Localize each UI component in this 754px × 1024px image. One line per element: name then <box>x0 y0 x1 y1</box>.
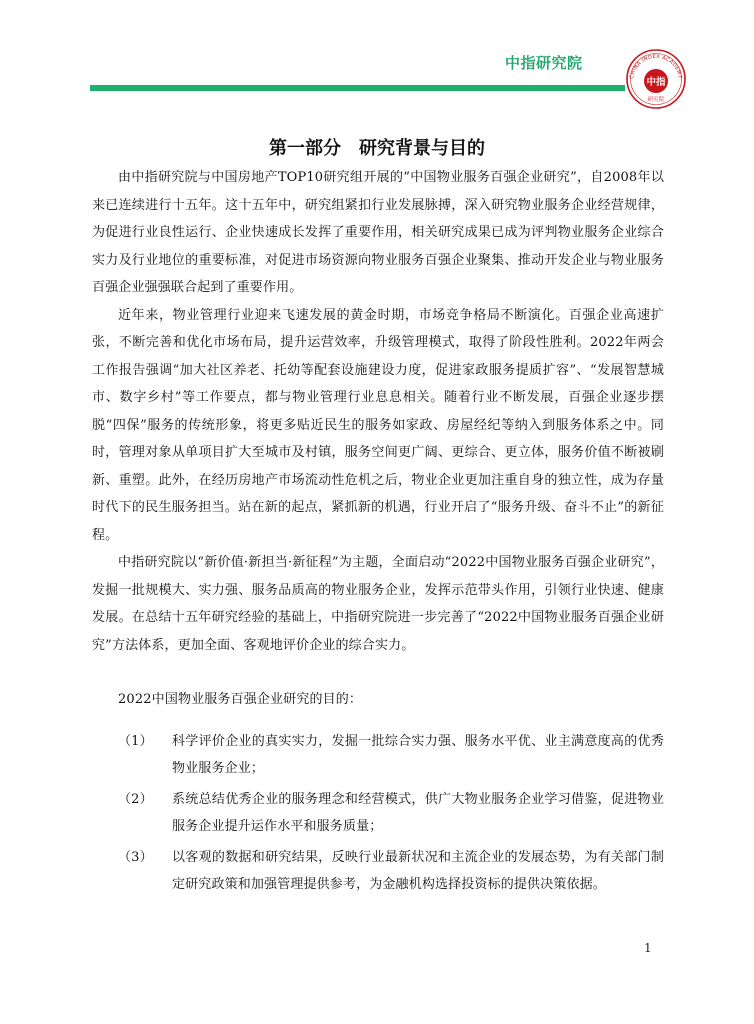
header-brand-name: 中指研究院 <box>505 54 583 72</box>
purpose-lead: 2022中国物业服务百强企业研究的目的： <box>118 692 363 707</box>
header-divider <box>90 85 625 91</box>
seal-center-text: 中指 <box>646 77 666 88</box>
list-item-number: （3） <box>118 849 153 865</box>
seal-bottom-text: 研究院 <box>647 97 665 103</box>
list-item <box>92 844 664 899</box>
list-item-text: 系统总结优秀企业的服务理念和经营模式，供广大物业服务企业学习借鉴，促进物业服务企业提升运作水平和服务质量； <box>172 791 664 834</box>
seal-ring-text: CHINA INDEX ACADEMY <box>629 53 683 80</box>
section-title: 第一部分 研究背景与目的 <box>269 138 485 159</box>
paragraph-industry-trends: 近年来，物业管理行业迎来飞速发展的黄金时期，市场竞争格局不断演化。百强企业高速扩张，不断完善和优化市场布局，提升运营效率，升级管理模式，取得了阶段性胜利。2022年两会工作报告强调“加大社区养老、托幼等配套设施建设力度，促进家政服务提质扩容”、“发展智慧城市、数字乡村”等工作要点，都与物业管理行业息息相关。随着行业不断发展，百强企业逐步摆脱“四保”服务的传统形象，将更多贴近民生的服务如家政、房屋经纪等纳入到服务体系之中。同时，管理对象从单项目扩大至城市及村镇，服务空间更广阔、更综合、更立体，服务价值不断被刷新、重塑。此外，在经历房地产市场流动性危机之后，物业企业更加注重自身的独立性，成为存量时代下的民生服务担当。站在新的起点，紧抓新的机遇，行业开启了“服务升级、奋斗不止”的新征程。 <box>92 307 664 543</box>
list-item <box>92 728 664 783</box>
page-number: 1 <box>644 941 652 955</box>
paragraph-background: 由中指研究院与中国房地产TOP10研究组开展的“中国物业服务百强企业研究”，自2008年以来已连续进行十五年。这十五年中，研究组紧扣行业发展脉搏，深入研究物业服务企业经营规律，为促进行业良性运行、企业快速成长发挥了重要作用，相关研究成果已成为评判物业服务企业综合实力及行业地位的重要标准，对促进市场资源向物业服务百强企业聚集、推动开发企业与物业服务百强企业强强联合起到了重要作用。 <box>92 170 664 295</box>
list-item-number: （1） <box>118 733 153 749</box>
list-item-text: 以客观的数据和研究结果，反映行业最新状况和主流企业的发展态势，为有关部门制定研究政策和加强管理提供参考，为金融机构选择投资标的提供决策依据。 <box>172 849 664 892</box>
list-item-number: （2） <box>118 791 153 807</box>
paragraph-research-theme: 中指研究院以“新价值·新担当·新征程”为主题，全面启动“2022中国物业服务百强企业研究”，发掘一批规模大、实力强、服务品质高的物业服务企业，发挥示范带头作用，引领行业快速、健康发展。在总结十五年研究经验的基础上，中指研究院进一步完善了“2022中国物业服务百强企业研究”方法体系，更加全面、客观地评价企业的综合实力。 <box>92 555 664 653</box>
list-item-text: 科学评价企业的真实实力，发掘一批综合实力强、服务水平优、业主满意度高的优秀物业服务企业； <box>172 733 664 776</box>
list-item <box>92 786 664 841</box>
document-body <box>92 164 664 902</box>
china-index-academy-seal-logo <box>625 48 687 110</box>
purpose-list <box>92 728 664 899</box>
